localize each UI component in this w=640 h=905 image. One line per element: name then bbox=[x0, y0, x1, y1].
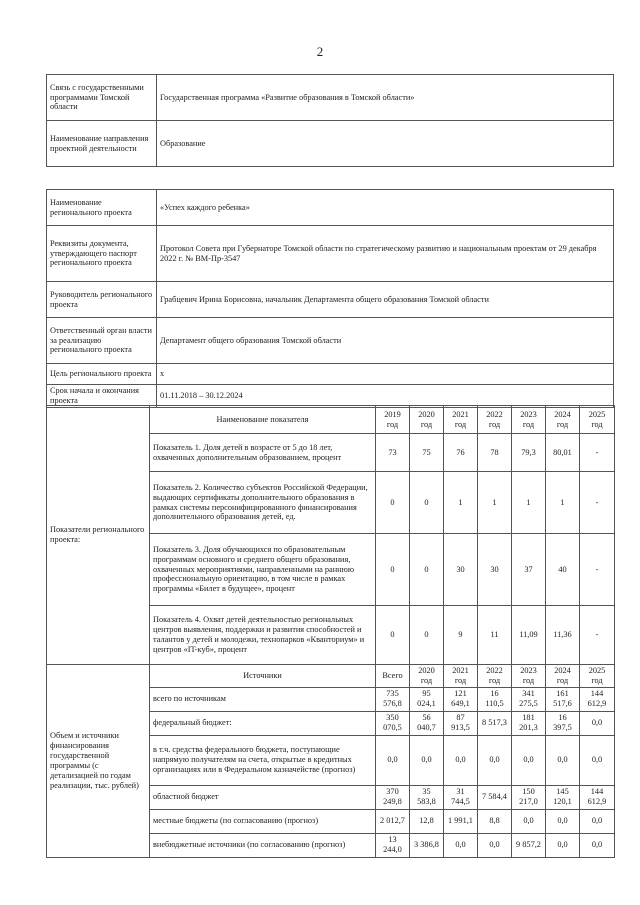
row-label: Руководитель регионального проекта bbox=[47, 282, 157, 318]
source-name: областной бюджет bbox=[150, 785, 376, 809]
row-label: Цель регионального проекта bbox=[47, 364, 157, 385]
indicator-value: - bbox=[580, 534, 615, 606]
year-header: 2020 год bbox=[410, 406, 444, 434]
source-value: 16 397,5 bbox=[546, 711, 580, 735]
row-value: Грабцевич Ирина Борисовна, начальник Департамента общего образования Томской области bbox=[157, 282, 614, 318]
year-header: 2022 год bbox=[478, 406, 512, 434]
indicator-value: 0 bbox=[376, 534, 410, 606]
table-row bbox=[47, 364, 614, 385]
indicator-value: 1 bbox=[546, 472, 580, 534]
source-value: 9 857,2 bbox=[512, 833, 546, 857]
source-value: 0,0 bbox=[546, 735, 580, 785]
year-header: 2024 год bbox=[546, 665, 580, 688]
year-header: 2020 год bbox=[410, 665, 444, 688]
finance-header-row bbox=[47, 665, 615, 688]
page-number: 2 bbox=[316, 44, 324, 59]
year-header: 2023 год bbox=[512, 665, 546, 688]
year-header: 2022 год bbox=[478, 665, 512, 688]
year-header: 2025 год bbox=[580, 406, 615, 434]
row-label: Связь с государственными программами Томской области bbox=[47, 75, 157, 121]
year-header: 2021 год bbox=[444, 665, 478, 688]
indicator-value: 1 bbox=[512, 472, 546, 534]
indicator-value: 11,36 bbox=[546, 606, 580, 665]
source-value: 145 120,1 bbox=[546, 785, 580, 809]
indicator-value: 40 bbox=[546, 534, 580, 606]
source-value: 0,0 bbox=[444, 735, 478, 785]
source-value: 181 201,3 bbox=[512, 711, 546, 735]
source-value: 144 612,9 bbox=[580, 785, 615, 809]
source-value: 0,0 bbox=[444, 833, 478, 857]
indicator-value: 9 bbox=[444, 606, 478, 665]
row-label: Срок начала и окончания проекта bbox=[47, 385, 157, 408]
source-total: 13 244,0 bbox=[376, 833, 410, 857]
source-value: 0,0 bbox=[546, 809, 580, 833]
table-row bbox=[47, 226, 614, 282]
source-value: 0,0 bbox=[478, 735, 512, 785]
indicator-value: 0 bbox=[410, 534, 444, 606]
indicator-name: Показатель 1. Доля детей в возрасте от 5 до 18 лет, охваченных дополнительным образованием, процент bbox=[150, 434, 376, 472]
indicator-value: 73 bbox=[376, 434, 410, 472]
source-total: 370 249,8 bbox=[376, 785, 410, 809]
source-value: 0,0 bbox=[580, 809, 615, 833]
indicator-value: 0 bbox=[410, 472, 444, 534]
source-value: 3 386,8 bbox=[410, 833, 444, 857]
source-value: 56 040,7 bbox=[410, 711, 444, 735]
source-value: 0,0 bbox=[478, 833, 512, 857]
source-value: 0,0 bbox=[512, 809, 546, 833]
total-header: Всего bbox=[376, 665, 410, 688]
source-name: федеральный бюджет: bbox=[150, 711, 376, 735]
row-value: 01.11.2018 – 30.12.2024 bbox=[157, 385, 614, 408]
indicator-name: Показатель 4. Охват детей деятельностью региональных центров выявления, поддержки и развития способностей и талантов у детей и молодежи, технопарков «Кванториум» и центров «IT-куб», процент bbox=[150, 606, 376, 665]
year-header: 2019 год bbox=[376, 406, 410, 434]
source-value: 16 110,5 bbox=[478, 687, 512, 711]
source-value: 12,8 bbox=[410, 809, 444, 833]
indicator-value: - bbox=[580, 606, 615, 665]
source-name: в т.ч. средства федерального бюджета, поступающие напрямую получателям на счета, открытые в кредитных организациях или в Федеральном казначействе (прогноз) bbox=[150, 735, 376, 785]
source-header: Источники bbox=[150, 665, 376, 688]
indicators-table bbox=[46, 405, 615, 665]
indicators-header-row bbox=[47, 406, 615, 434]
indicator-value: 75 bbox=[410, 434, 444, 472]
source-value: 0,0 bbox=[580, 735, 615, 785]
row-value: Образование bbox=[157, 121, 614, 167]
indicator-value: 79,3 bbox=[512, 434, 546, 472]
indicator-value: 30 bbox=[478, 534, 512, 606]
source-value: 0,0 bbox=[580, 711, 615, 735]
row-value: х bbox=[157, 364, 614, 385]
source-value: 8 517,3 bbox=[478, 711, 512, 735]
indicator-value: - bbox=[580, 434, 615, 472]
year-header: 2024 год bbox=[546, 406, 580, 434]
indicator-value: 37 bbox=[512, 534, 546, 606]
indicator-value: 1 bbox=[478, 472, 512, 534]
indicator-name: Показатель 3. Доля обучающихся по образовательным программам основного и среднего общего образования, охваченных мероприятиями, направленными на раннюю профессиональную ориентацию, в том числе в рамках программы «Билет в будущее», процент bbox=[150, 534, 376, 606]
table-row bbox=[47, 190, 614, 226]
source-value: 121 649,1 bbox=[444, 687, 478, 711]
finance-table bbox=[46, 664, 615, 858]
source-value: 150 217,0 bbox=[512, 785, 546, 809]
source-name: всего по источникам bbox=[150, 687, 376, 711]
table-row bbox=[47, 282, 614, 318]
year-header: 2021 год bbox=[444, 406, 478, 434]
row-value: Государственная программа «Развитие образования в Томской области» bbox=[157, 75, 614, 121]
source-value: 1 991,1 bbox=[444, 809, 478, 833]
indicator-name: Показатель 2. Количество субъектов Российской Федерации, выдающих сертификаты дополнительного образования в рамках системы персонифицированного финансирования дополнительного образования детей, ед. bbox=[150, 472, 376, 534]
header-table bbox=[46, 74, 614, 167]
indicator-value: 78 bbox=[478, 434, 512, 472]
table-row bbox=[47, 121, 614, 167]
table-row bbox=[47, 385, 614, 408]
row-label: Ответственный орган власти за реализацию регионального проекта bbox=[47, 318, 157, 364]
source-value: 0,0 bbox=[546, 833, 580, 857]
row-label: Реквизиты документа, утверждающего паспорт регионального проекта bbox=[47, 226, 157, 282]
indicator-value: 80,01 bbox=[546, 434, 580, 472]
source-total: 2 012,7 bbox=[376, 809, 410, 833]
indicator-value: 0 bbox=[376, 472, 410, 534]
indicator-value: 11,09 bbox=[512, 606, 546, 665]
source-value: 8,8 bbox=[478, 809, 512, 833]
source-value: 7 584,4 bbox=[478, 785, 512, 809]
source-value: 87 913,5 bbox=[444, 711, 478, 735]
year-header: 2023 год bbox=[512, 406, 546, 434]
source-value: 144 612,9 bbox=[580, 687, 615, 711]
indicator-name-header: Наименование показателя bbox=[150, 406, 376, 434]
indicator-value: 11 bbox=[478, 606, 512, 665]
indicator-value: 0 bbox=[376, 606, 410, 665]
source-value: 0,0 bbox=[580, 833, 615, 857]
indicator-value: 0 bbox=[410, 606, 444, 665]
table-row bbox=[47, 318, 614, 364]
source-total: 350 070,5 bbox=[376, 711, 410, 735]
source-value: 0,0 bbox=[410, 735, 444, 785]
source-value: 31 744,5 bbox=[444, 785, 478, 809]
row-label: Наименование регионального проекта bbox=[47, 190, 157, 226]
source-total: 735 576,8 bbox=[376, 687, 410, 711]
indicator-value: - bbox=[580, 472, 615, 534]
row-value: Протокол Совета при Губернаторе Томской области по стратегическому развитию и национальным проектам от 29 декабря 2022 г. № ВМ-Пр-3547 bbox=[157, 226, 614, 282]
row-value: «Успех каждого ребенка» bbox=[157, 190, 614, 226]
source-value: 341 275,5 bbox=[512, 687, 546, 711]
finance-label: Объем и источники финансирования государственной программы (с детализацией по годам реализации, тыс. рублей) bbox=[47, 665, 150, 858]
year-header: 2025 год bbox=[580, 665, 615, 688]
indicator-value: 30 bbox=[444, 534, 478, 606]
table-row bbox=[47, 75, 614, 121]
indicators-label: Показатели регионального проекта: bbox=[47, 406, 150, 665]
source-value: 0,0 bbox=[512, 735, 546, 785]
project-table bbox=[46, 189, 614, 408]
indicator-value: 1 bbox=[444, 472, 478, 534]
source-value: 35 583,8 bbox=[410, 785, 444, 809]
source-value: 161 517,6 bbox=[546, 687, 580, 711]
source-total: 0,0 bbox=[376, 735, 410, 785]
source-value: 95 024,1 bbox=[410, 687, 444, 711]
row-label: Наименование направления проектной деятельности bbox=[47, 121, 157, 167]
source-name: местные бюджеты (по согласованию (прогноз) bbox=[150, 809, 376, 833]
source-name: внебюджетные источники (по согласованию (прогноз) bbox=[150, 833, 376, 857]
row-value: Департамент общего образования Томской области bbox=[157, 318, 614, 364]
indicator-value: 76 bbox=[444, 434, 478, 472]
